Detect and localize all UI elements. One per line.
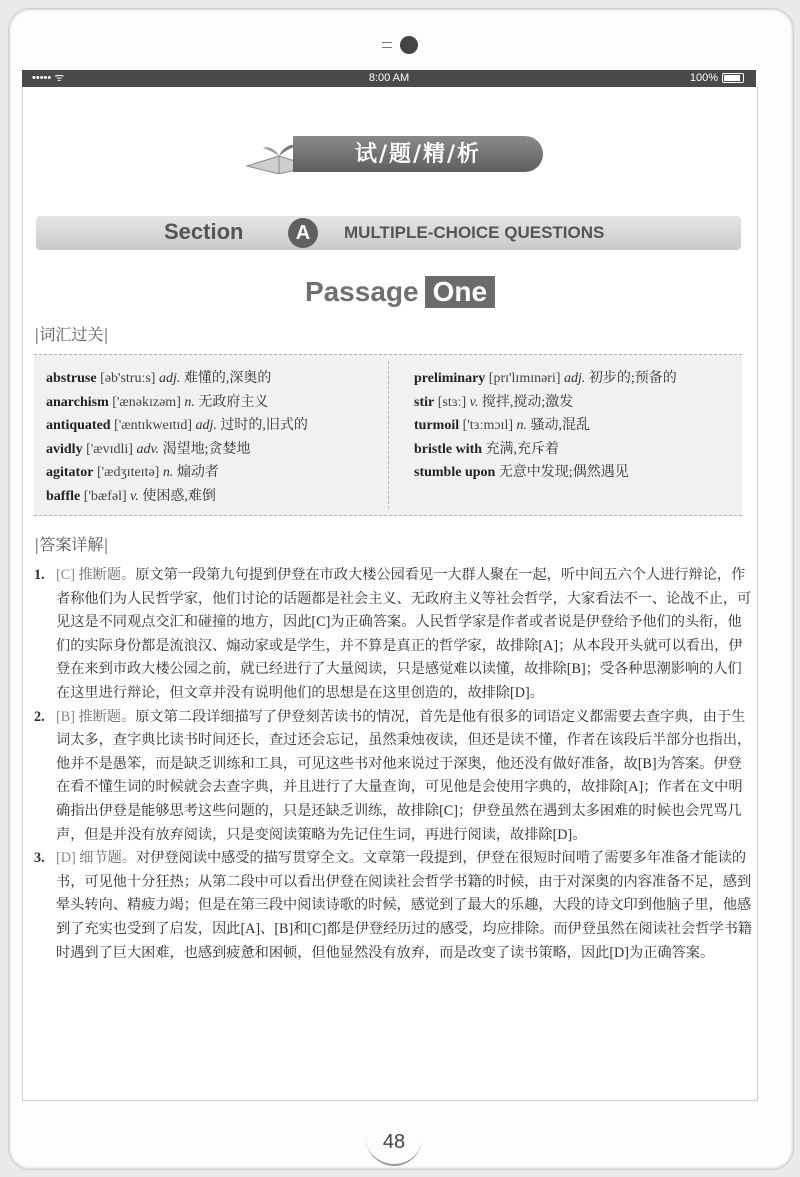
answer-number: 2. (34, 708, 45, 725)
answer-number: 1. (34, 567, 45, 583)
vocab-meaning: 初步的;预备的 (588, 371, 677, 386)
vocab-pos: n. (162, 465, 174, 480)
vocab-phonetic: ['ædʒɪteɪtə] (96, 465, 160, 480)
answers-list (34, 564, 752, 965)
vocab-entry (414, 461, 677, 485)
vocab-entry (414, 414, 677, 438)
vocab-entry (414, 367, 677, 391)
vocab-entry (414, 438, 677, 462)
vocab-pos: n. (184, 394, 195, 410)
vocab-pos: adj. (158, 371, 181, 386)
answer-body (56, 564, 752, 706)
answer-item (34, 706, 752, 848)
battery-indicator (690, 70, 744, 87)
vocab-meaning: 充满,充斥着 (485, 441, 560, 457)
battery-percent: 100% (689, 72, 718, 84)
answer-key: [D] (56, 850, 76, 867)
vocab-entry (46, 367, 308, 391)
vocab-box (34, 354, 742, 516)
vocab-pos: v. (469, 394, 479, 410)
answer-body (56, 706, 752, 848)
question-type: 推断题。 (78, 567, 136, 583)
vocab-meaning: 无意中发现;偶然遇见 (498, 465, 629, 480)
camera-icon (400, 36, 418, 54)
vocab-header: |词汇过关| (34, 325, 109, 344)
vocab-meaning: 骚动,混乱 (530, 418, 590, 433)
section-bar (36, 216, 741, 250)
question-type: 细节题。 (79, 850, 137, 867)
vocab-word: anarchism (46, 394, 109, 410)
vocab-phonetic: ['tɜːmɔɪl] (462, 418, 513, 433)
vocab-meaning: 搅拌,搅动;激发 (481, 394, 574, 410)
vocab-meaning: 无政府主义 (198, 394, 269, 410)
vocab-right-column (414, 367, 677, 485)
vocab-pos: adv. (136, 441, 160, 457)
signal-icon: ••••• ᯤ (32, 72, 65, 84)
vocab-meaning: 过时的,旧式的 (220, 418, 308, 433)
battery-icon (722, 73, 744, 83)
vocab-entry (46, 438, 308, 462)
answer-item (34, 564, 752, 706)
vocab-divider (388, 361, 389, 509)
vocab-word: bristle with (414, 441, 483, 457)
answer-key: [C] (56, 567, 75, 583)
vocab-phonetic: ['bæfəl] (83, 488, 127, 504)
vocab-word: baffle (46, 488, 81, 504)
answer-item (34, 847, 752, 965)
vocab-pos: adj. (564, 371, 586, 386)
vocab-entry (46, 461, 308, 485)
vocab-phonetic: ['ævɪdli] (86, 441, 133, 457)
page-number: 48 (366, 1120, 422, 1166)
vocab-word: preliminary (414, 371, 486, 386)
vocab-entry (414, 391, 677, 415)
passage-heading (0, 276, 800, 308)
banner-title: 试/题/精/析 (293, 136, 543, 172)
vocab-left-column (46, 367, 308, 508)
answers-header: |答案详解| (34, 535, 109, 554)
answer-explanation: 原文第一段第九句提到伊登在市政大楼公园看见一大群人聚在一起，听中间五六个人进行辩论，作者称他们为人民哲学家，他们讨论的话题都是社会主义、无政府主义等社会哲学，大家看法不一、论战不止，可见这是不同观点交汇和碰撞的地方，因此[C]为正确答案。人民哲学家是作者或者说是伊登给予他们的头衔，他们的实际身份都是流浪汉、煽动家或是学生，并不算是真正的哲学家，故排除[A]；从本段开头就可以看出，伊登在来到市政大楼公园之前，就已经进行了大量阅读，只是感觉难以读懂，故排除[B]；受各种思潮影响的人们在这里进行辩论，但文章并没有说明他们的思想是在这里创造的，故排除[D]。 (56, 567, 752, 701)
vocab-word: abstruse (46, 371, 97, 386)
vocab-word: turmoil (414, 418, 460, 433)
answer-number: 3. (34, 850, 45, 867)
answer-explanation: 原文第二段详细描写了伊登刻苦读书的情况，首先是他有很多的词语定义都需要去查字典，由于生词太多，查字典比读书时间还长，查过还会忘记，虽然秉烛夜读，但还是读不懂，作者在该段后半部分也指出，他并不是愚笨，而是缺乏训练和工具，可见这些书对他来说过于深奥，他还没有做好准备，故[B]为答案。伊登在看不懂生词的时候就会去查字典，并且进行了大量查询，可见他是会使用字典的，故排除[A]；作者在文中明确指出伊登是能够思考这些问题的，只是还缺乏训练，故排除[C]；伊登虽然在遇到太多困难的时候也会咒骂几声，但是并没有放弃阅读，只是变阅读策略为先记住生词，再进行阅读，故排除[D]。 (56, 708, 752, 843)
vocab-meaning: 煽动者 (176, 465, 219, 480)
section-title: MULTIPLE-CHOICE QUESTIONS (344, 223, 605, 242)
vocab-meaning: 难懂的,深奥的 (183, 371, 272, 386)
vocab-phonetic: [prɪ'lɪmɪnəri] (488, 371, 561, 386)
vocab-word: stir (414, 394, 435, 410)
vocab-pos: n. (516, 418, 527, 433)
vocab-word: antiquated (46, 418, 111, 433)
vocab-entry (46, 414, 308, 438)
vocab-phonetic: [stɜː] (437, 394, 467, 410)
status-bar (22, 70, 756, 87)
title-banner (245, 130, 545, 180)
question-type: 推断题。 (78, 708, 136, 725)
answer-key: [B] (56, 708, 75, 725)
answer-explanation: 对伊登阅读中感受的描写贯穿全文。文章第一段提到，伊登在很短时间啃了需要多年准备才能读的书，可见他十分狂热；从第二段中可以看出伊登在阅读社会哲学书籍的时候，由于对深奥的内容准备不足，感到晕头转向、精疲力竭；但是在第三段中阅读诗歌的时候，感觉到了最大的乐趣，大段的诗文印到他脑子里，他感到了充实也受到了启发，因此[A]、[B]和[C]都是伊登经历过的感受，均应排除。而伊登虽然在阅读社会哲学书籍时遇到了巨大困难，也感到疲惫和困顿，但他显然没有放弃，而是改变了读书策略，因此[D]为正确答案。 (56, 850, 752, 961)
vocab-phonetic: [əb'struːs] (100, 371, 156, 386)
passage-word: Passage (304, 276, 419, 307)
vocab-phonetic: ['æntɪkweɪtɪd] (114, 418, 193, 433)
section-letter-badge: A (288, 218, 318, 248)
camera-row (0, 34, 800, 54)
vocab-word: agitator (46, 465, 94, 480)
vocab-entry (46, 391, 308, 415)
vocab-word: stumble upon (414, 465, 496, 480)
clock: 8:00 AM (368, 72, 410, 84)
vocab-word: avidly (46, 441, 83, 457)
answers-header-label: 答案详解 (39, 535, 104, 554)
vocab-pos: adj. (195, 418, 217, 433)
speaker-icon (382, 42, 392, 48)
vocab-meaning: 渴望地;贪婪地 (162, 441, 251, 457)
vocab-meaning: 使困惑,难倒 (142, 488, 216, 504)
vocab-entry (46, 485, 308, 509)
vocab-phonetic: ['ænəkɪzəm] (112, 394, 181, 410)
vocab-header-label: 词汇过关 (39, 325, 104, 344)
vocab-pos: v. (130, 488, 139, 504)
section-label: Section (164, 219, 244, 244)
passage-number: One (425, 276, 495, 308)
answer-body (56, 847, 752, 965)
